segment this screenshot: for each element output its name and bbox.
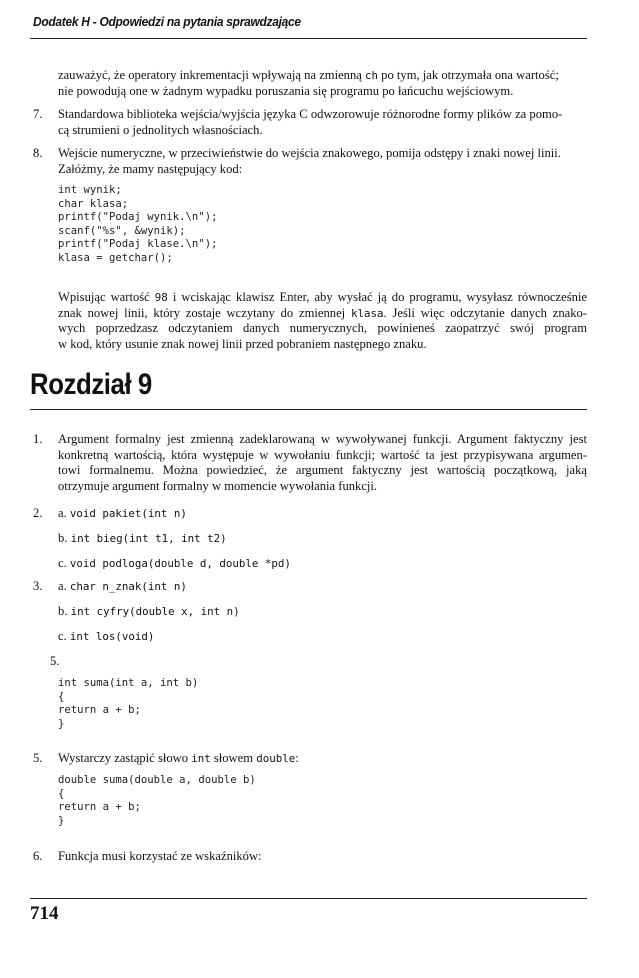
- code-line: {: [58, 690, 65, 703]
- code-line: return a + b;: [58, 704, 141, 717]
- inline-code-klasa: klasa: [350, 306, 384, 320]
- answer-6-number: 6.: [33, 849, 43, 863]
- code-line: double suma(double a, double b): [58, 774, 256, 786]
- header-rule: [30, 38, 587, 39]
- code-line: klasa = getchar();: [58, 251, 173, 264]
- answer-3c-code: int los(void): [69, 630, 155, 643]
- answer-2b: b. int bieg(int t1, int t2): [58, 531, 227, 545]
- inline-code-int: int: [191, 752, 211, 765]
- answer-4-number: 5.: [50, 654, 60, 668]
- running-header: Dodatek H - Odpowiedzi na pytania sprawdzające: [33, 14, 301, 29]
- inline-code-98: 98: [154, 291, 168, 304]
- answer-3b-code: int cyfry(double x, int n): [70, 605, 240, 618]
- answer-3a-code: char n_znak(int n): [69, 580, 187, 593]
- answer-2a: a. void pakiet(int n): [58, 506, 187, 520]
- intro-line-2: nie powodują one w żadnym wypadku poruszania się programu po łańcuchu wejściowym.: [58, 83, 514, 98]
- explanation-line-3: wych poprzedzasz odczytaniem danych numerycznych, powinieneś zaopatrzyć swój program: [58, 321, 587, 335]
- answer-2c-code: void podloga(double d, double *pd): [69, 557, 291, 570]
- item-8-explanation: [58, 290, 587, 352]
- answer-5-number: 5.: [33, 751, 43, 765]
- answer-3a: a. char n_znak(int n): [58, 579, 187, 593]
- answer-1-line: otrzymuje argument formalny w momencie wywołania funkcji.: [58, 478, 378, 493]
- explanation-line-1: Wpisując wartość 98 i wciskając klawisz Enter, aby wysłać ją do programu, wysyłasz równocześnie: [58, 290, 587, 304]
- item-8-line-1: Wejście numeryczne, w przeciwieństwie do wejścia znakowego, pomija odstępy i znaki nowej linii.: [58, 146, 561, 160]
- code-line: }: [58, 814, 65, 827]
- answer-5-text: Wystarczy zastąpić słowo int słowem double:: [58, 751, 299, 765]
- code-line: return a + b;: [58, 801, 141, 814]
- item-7-line-2: cą strumieni o jednolitych własnościach.: [58, 122, 263, 137]
- code-line: int wynik;: [58, 184, 122, 196]
- inline-code-double: double: [256, 752, 296, 765]
- item-8-number: 8.: [33, 146, 43, 160]
- code-line: char klasa;: [58, 197, 129, 210]
- item-7-number: 7.: [33, 107, 43, 121]
- item-7-text: [58, 107, 587, 138]
- answer-6-text: Funkcja musi korzystać ze wskaźników:: [58, 849, 262, 863]
- chapter-title: Rozdział 9: [30, 368, 152, 401]
- code-line: int suma(int a, int b): [58, 677, 199, 689]
- item-8-line-2: Załóżmy, że mamy następujący kod:: [58, 161, 243, 176]
- intro-paragraph: [58, 68, 587, 99]
- answer-3c: c. int los(void): [58, 629, 155, 643]
- page-number: 714: [30, 903, 59, 924]
- code-line: scanf("%s", &wynik);: [58, 224, 186, 237]
- inline-code-ch: ch: [365, 69, 379, 82]
- code-line: printf("Podaj wynik.\n");: [58, 211, 218, 224]
- answer-3b: b. int cyfry(double x, int n): [58, 604, 240, 618]
- answer-2-number: 2.: [33, 506, 43, 520]
- footer-rule: [30, 898, 587, 899]
- answer-1-number: 1.: [33, 432, 43, 446]
- code-line: }: [58, 717, 65, 730]
- answer-2a-code: void pakiet(int n): [69, 507, 187, 520]
- code-line: printf("Podaj klase.\n");: [58, 238, 218, 251]
- answer-1-line: konkretną wartością, która występuje w wywołaniu funkcji; wartość ta jest przypisywana argumen-: [58, 447, 587, 462]
- explanation-line-4: w kod, który usunie znak nowej linii przed pobraniem następnego znaku.: [58, 336, 427, 351]
- answer-2b-code: int bieg(int t1, int t2): [70, 532, 227, 545]
- code-line: {: [58, 787, 65, 800]
- answer-1-line: towi formalnemu. Można powiedzieć, że argument faktyczny jest wartością początkową, jaką: [58, 463, 587, 477]
- item-8-code-block: [58, 184, 217, 266]
- item-7-line-1: Standardowa biblioteka wejścia/wyjścia języka C odwzorowuje różnorodne formy plików za pomo-: [58, 107, 563, 121]
- answer-3-number: 3.: [33, 579, 43, 593]
- answer-2c: c. void podloga(double d, double *pd): [58, 556, 291, 570]
- item-8-text: [58, 146, 587, 177]
- answer-5-code-block: [58, 774, 256, 828]
- chapter-rule: [30, 409, 587, 410]
- answer-1-text: [58, 432, 587, 494]
- explanation-line-2: znak nowej linii, który zostaje wczytany do zmiennej klasa. Jeśli więc odczytanie danych znako-: [58, 305, 588, 320]
- intro-line-1: zauważyć, że operatory inkrementacji wpływają na zmienną ch po tym, jak otrzymała ona wartość;: [58, 68, 559, 82]
- answer-4-code-block: [58, 677, 198, 731]
- answer-1-line: Argument formalny jest zmienną zadeklarowaną w wywoływanej funkcji. Argument faktyczny jest: [58, 432, 587, 446]
